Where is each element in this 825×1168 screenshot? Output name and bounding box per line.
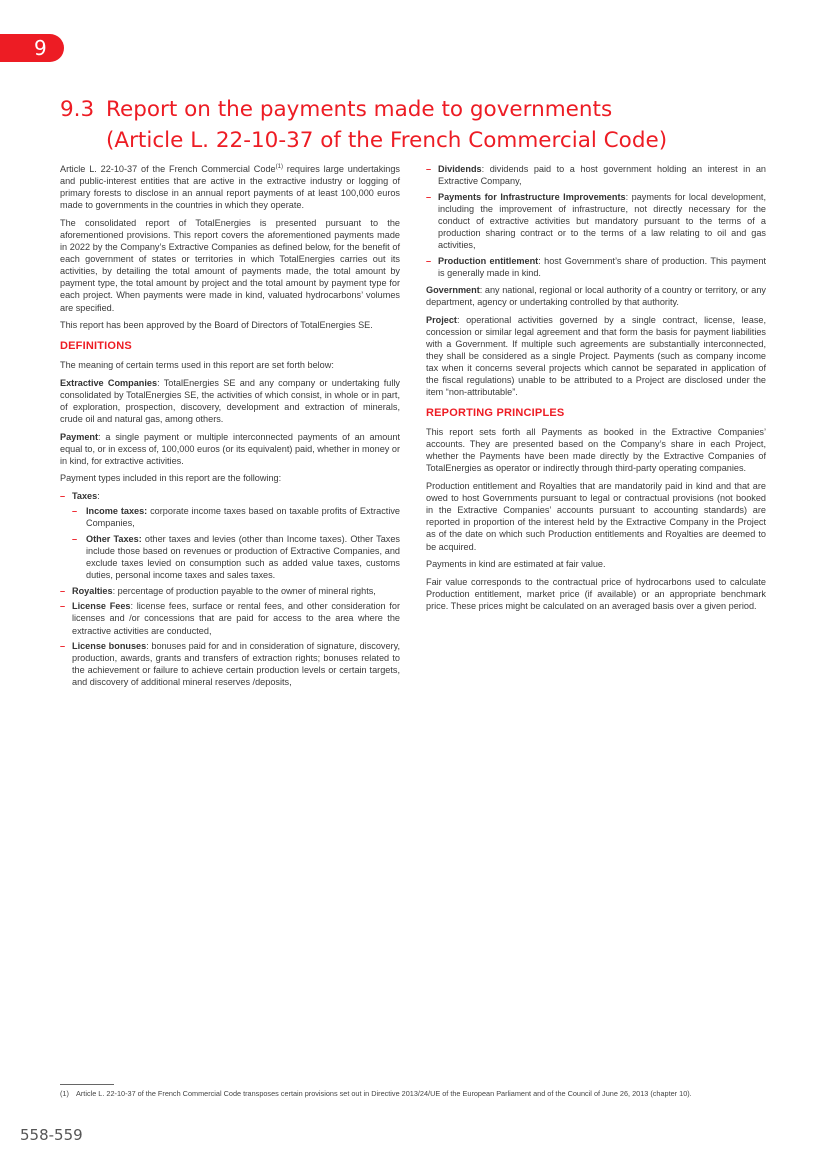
section-title-line1: Report on the payments made to governments	[106, 97, 613, 122]
list-item-production-entitlement: – Production entitlement: host Government’s share of production. This payment is generally made in kind.	[426, 255, 766, 279]
intro-paragraph-2: The consolidated report of TotalEnergies is presented pursuant to the aforementioned provisions. This report covers the aforementioned payments made in 2022 by the Company’s Extractive Companies as defined below, for the benefit of each government of states or territories in which TotalEnergies carries out its activities, by detailing the total amount of payments made, the total amount by payment type, the total amount by project and the total amount by payment type for each project. When payments were made in kind, valuated hydrocarbons’ volumes are specified.	[60, 217, 400, 313]
intro-paragraph-3: This report has been approved by the Board of Directors of TotalEnergies SE.	[60, 320, 373, 331]
reporting-paragraph-2: Production entitlement and Royalties that are mandatorily paid in kind and that are owed to host Governments pursuant to legal or contractual provisions (not booked in the Extractive Companies’ accounts pursuant to accounting standards) are reported in proportion of the interest held by the Extractive Company in the Project as of the date on which such Production entitlements and Royalties are deemed to be acquired.	[426, 481, 766, 552]
definition-extractive-companies: Extractive Companies: TotalEnergies SE and any company or undertaking fully consolidated by TotalEnergies SE, the activities of which consist, in whole or in part, of exploration, prospection, discovery, development and extraction of minerals, crude oil and natural gas, among others.	[60, 377, 400, 425]
left-column	[60, 163, 400, 693]
reporting-paragraph-1: This report sets forth all Payments as booked in the Extractive Companies’ accounts. They are presented based on the Company’s share in each Project, whether the Payments have been made directly by the Extractive Companies of TotalEnergies as operator or indirectly through third-party operating companies.	[426, 427, 766, 474]
list-item-infrastructure: – Payments for Infrastructure Improvements: payments for local development, including the improvement of infrastructure, not directly necessary for the conduct of extractive activities but mandatory pursuant to the terms of a production sharing contract or to the terms of a law relating to oil and gas activities,	[426, 191, 766, 251]
footnote-mark: (1)	[60, 1089, 69, 1098]
reporting-paragraph-3: Payments in kind are estimated at fair value.	[426, 559, 606, 570]
footnote-reference: (1)	[275, 164, 283, 170]
list-item-royalties: – Royalties: percentage of production payable to the owner of mineral rights,	[60, 585, 400, 597]
payment-types-intro: Payment types included in this report are the following:	[60, 473, 282, 484]
section-title-line2: (Article L. 22-10-37 of the French Commercial Code)	[106, 128, 668, 153]
payment-types-list-continued	[426, 163, 766, 279]
footnote-text: Article L. 22-10-37 of the French Commercial Code transposes certain provisions set out in Directive 2013/24/UE of the European Parliament and of the Council of June 26, 2013 (chapter 10).	[76, 1089, 692, 1098]
payment-types-list	[60, 490, 400, 688]
taxes-sublist	[72, 505, 400, 581]
section-number: 9.3	[60, 97, 95, 122]
list-item-taxes: – Taxes: – Income taxes: corporate income taxes based on taxable profits of Extractive Companies, – Other Taxes: other taxes and levies (other than Income taxes). Other Taxes include those based on revenues or production of Extractive Companies, and exclude taxes levied on consumption such as added value taxes, customs duties, personal income taxes and sales taxes.	[60, 490, 400, 581]
list-item-dividends: – Dividends: dividends paid to a host government holding an interest in an Extractive Company,	[426, 163, 766, 187]
reporting-principles-heading: REPORTING PRINCIPLES	[426, 407, 565, 420]
list-item-license-bonuses: – License bonuses: bonuses paid for and in consideration of signature, discovery, production, awards, grants and transfers of extraction rights; bonuses related to the achievement or failure to achieve certain production levels or certain targets, and discovery of additional mineral reserves /deposits,	[60, 640, 400, 688]
chapter-tab	[0, 34, 64, 62]
definition-payment: Payment: a single payment or multiple interconnected payments of an amount equal to, or in excess of, 100,000 euros (or its equivalent) paid, whether in money or in kind, for extractive activities.	[60, 431, 400, 466]
list-item-license-fees: – License Fees: license fees, surface or rental fees, and other consideration for licenses and /or concessions that are paid for access to the area where the extractive activities are conducted,	[60, 600, 400, 636]
list-item-income-taxes: – Income taxes: corporate income taxes based on taxable profits of Extractive Companies,	[72, 505, 400, 529]
chapter-number: 9	[34, 36, 47, 60]
definition-government: Government: any national, regional or local authority of a country or territory, or any department, agency or undertaking controlled by that authority.	[426, 284, 766, 307]
footnote	[60, 1089, 772, 1098]
definitions-intro: The meaning of certain terms used in this report are set forth below:	[60, 360, 334, 371]
intro-paragraph-1: Article L. 22-10-37 of the French Commercial Code$^{(1)}$ requires large undertakings and public-interest entities that are active in the extractive industry or logging of primary forests to disclose in an annual report payments of at least 100,000 euros made to governments in the countries in which they operate.	[60, 164, 400, 211]
page-numbers: 558-559	[20, 1126, 83, 1144]
definitions-heading: DEFINITIONS	[60, 340, 132, 353]
right-column	[426, 163, 766, 618]
reporting-paragraph-4: Fair value corresponds to the contractual price of hydrocarbons used to calculate Production entitlement, market price (if available) or an appropriate benchmark price. These prices might be calculated on an averaged basis over a given period.	[426, 576, 766, 611]
definition-project: Project: operational activities governed by a single contract, license, lease, concession or similar legal agreement and that form the basis for payment liabilities with a Government. If multiple such agreements are substantially interconnected, they shall be considered as a single Project. Payments (such as company income tax when it concerns several projects which cannot be separated in application of the fiscal regulations) unable to be attributed to a Project are disclosed under the item “non-attributable”.	[426, 314, 766, 398]
footnote-divider	[60, 1084, 114, 1085]
section-title	[60, 94, 780, 156]
list-item-other-taxes: – Other Taxes: other taxes and levies (other than Income taxes). Other Taxes include those based on revenues or production of Extractive Companies, and exclude taxes levied on consumption such as added value taxes, customs duties, personal income taxes and sales taxes.	[72, 533, 400, 581]
